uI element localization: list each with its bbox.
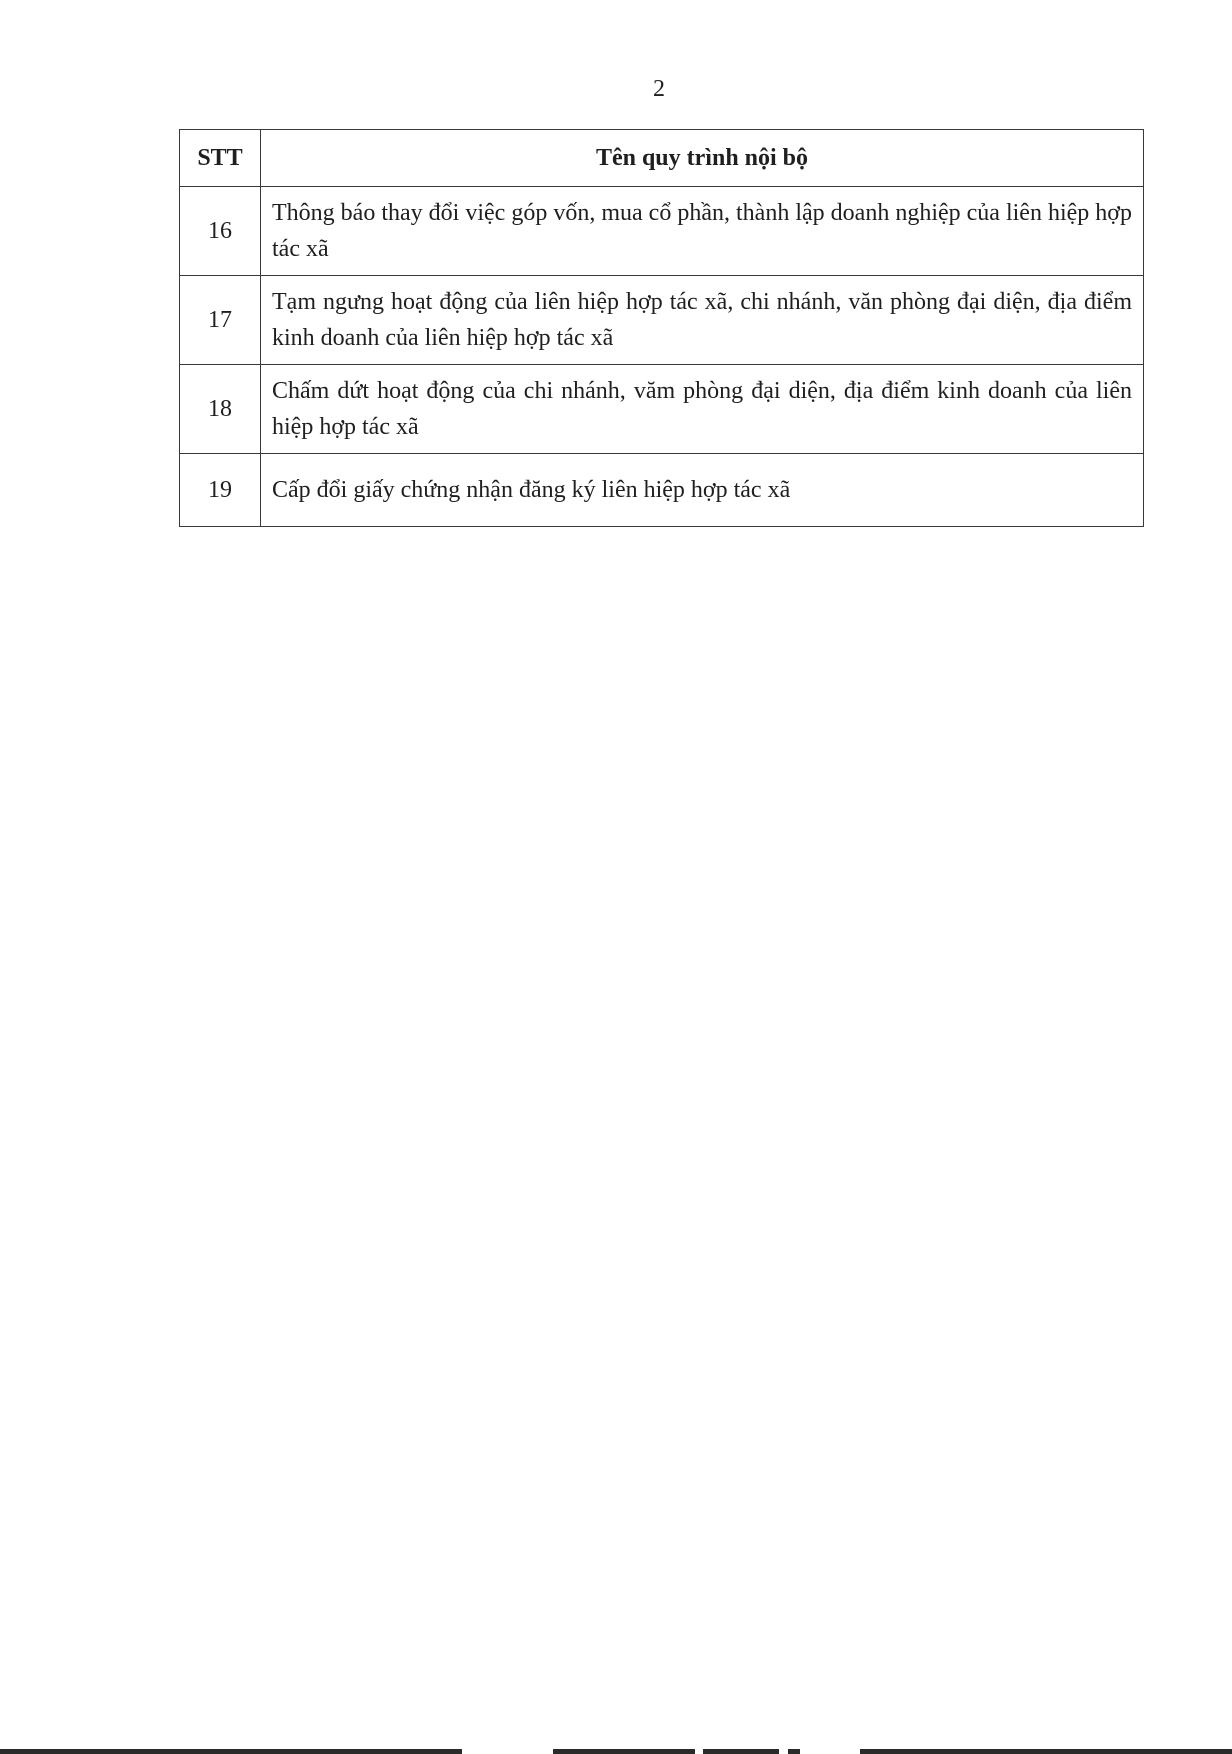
row-stt: 17 xyxy=(180,276,261,365)
scan-edge-bar xyxy=(553,1749,695,1754)
header-procedure-name: Tên quy trình nội bộ xyxy=(261,130,1144,187)
row-stt: 19 xyxy=(180,454,261,527)
scan-edge-bar xyxy=(860,1749,1232,1754)
table-row xyxy=(180,365,1144,454)
scan-edge-bar xyxy=(788,1749,800,1754)
page-number: 2 xyxy=(653,76,665,102)
header-stt: STT xyxy=(180,130,261,187)
scan-edge-bar xyxy=(703,1749,779,1754)
row-procedure-name: Tạm ngưng hoạt động của liên hiệp hợp tác xã, chi nhánh, văn phòng đại diện, địa điểm kinh doanh của liên hiệp hợp tác xã xyxy=(261,276,1144,365)
row-stt: 18 xyxy=(180,365,261,454)
row-stt: 16 xyxy=(180,187,261,276)
table-row xyxy=(180,187,1144,276)
row-procedure-name: Chấm dứt hoạt động của chi nhánh, văm phòng đại diện, địa điểm kinh doanh của liên hiệp hợp tác xã xyxy=(261,365,1144,454)
table-header-row xyxy=(180,130,1144,187)
procedures-table xyxy=(179,129,1144,527)
row-procedure-name: Cấp đổi giấy chứng nhận đăng ký liên hiệp hợp tác xã xyxy=(261,454,1144,527)
table-row xyxy=(180,276,1144,365)
scan-edge-bar xyxy=(0,1749,462,1754)
table-row xyxy=(180,454,1144,527)
row-procedure-name: Thông báo thay đổi việc góp vốn, mua cổ phần, thành lập doanh nghiệp của liên hiệp hợp tác xã xyxy=(261,187,1144,276)
